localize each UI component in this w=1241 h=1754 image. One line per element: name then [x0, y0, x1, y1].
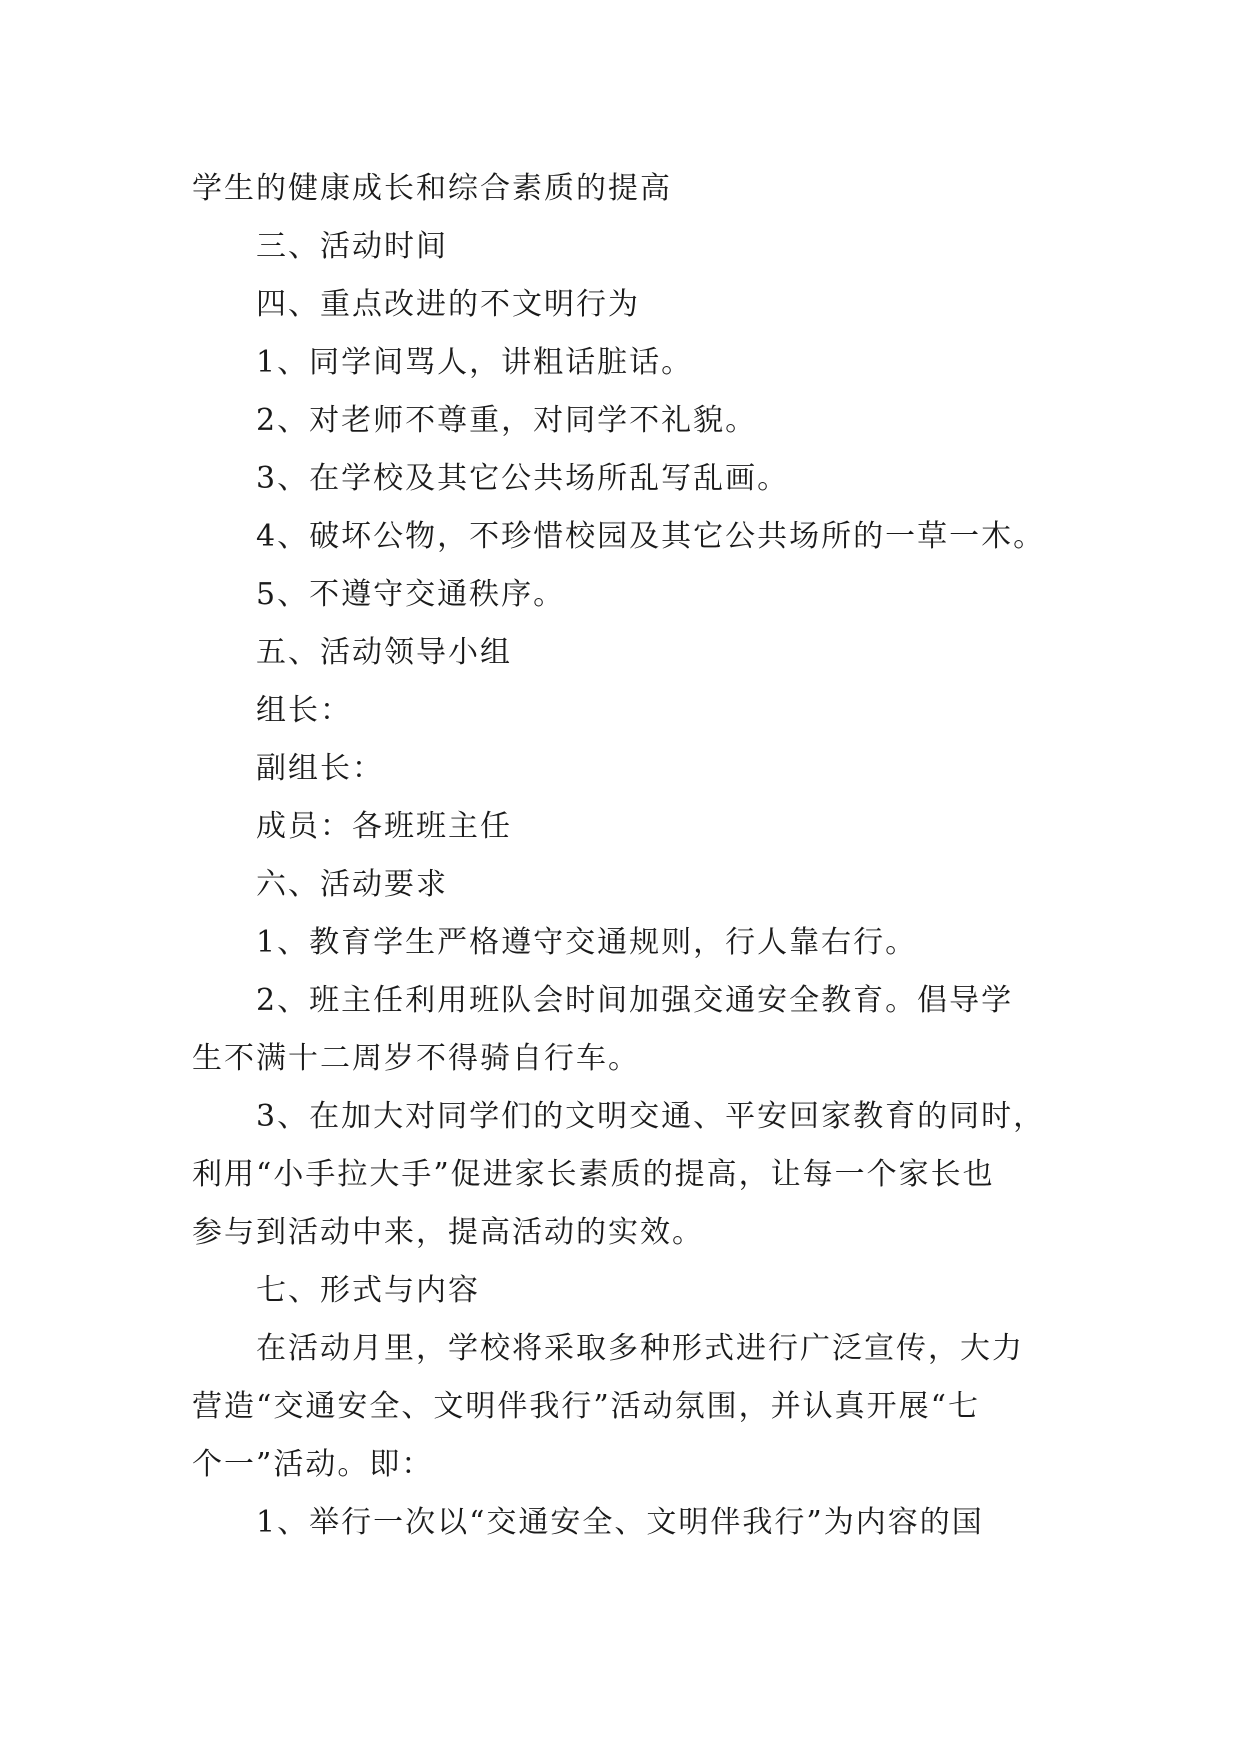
list-item: 2、对老师不尊重，对同学不礼貌。: [256, 403, 758, 438]
members-field: 成员：各班班主任: [256, 809, 512, 844]
paragraph-line: 利用“小手拉大手”促进家长素质的提高，让每一个家长也: [192, 1157, 995, 1192]
section-heading-leadership-group: 五、活动领导小组: [256, 635, 512, 670]
paragraph-line: 生不满十二周岁不得骑自行车。: [192, 1041, 640, 1076]
list-item: 1、教育学生严格遵守交通规则，行人靠右行。: [256, 925, 918, 960]
paragraph-line: 学生的健康成长和综合素质的提高: [192, 171, 672, 206]
leader-field: 组长：: [256, 693, 352, 728]
paragraph-line: 个一”活动。即：: [192, 1447, 434, 1482]
paragraph-line: 在活动月里，学校将采取多种形式进行广泛宣传，大力: [256, 1331, 1024, 1366]
list-item: 3、在学校及其它公共场所乱写乱画。: [256, 461, 790, 496]
paragraph-line: 参与到活动中来，提高活动的实效。: [192, 1215, 704, 1250]
list-item: 1、同学间骂人，讲粗话脏话。: [256, 345, 694, 380]
list-item: 1、举行一次以“交通安全、文明伴我行”为内容的国: [256, 1505, 984, 1540]
deputy-leader-field: 副组长：: [256, 751, 384, 786]
list-item: 2、班主任利用班队会时间加强交通安全教育。倡导学: [256, 983, 1014, 1018]
list-item: 3、在加大对同学们的文明交通、平安回家教育的同时，: [256, 1099, 1046, 1134]
section-heading-activity-time: 三、活动时间: [256, 229, 448, 264]
section-heading-key-behaviors: 四、重点改进的不文明行为: [256, 287, 640, 322]
section-heading-form-content: 七、形式与内容: [256, 1273, 480, 1308]
list-item: 4、破坏公物，不珍惜校园及其它公共场所的一草一木。: [256, 519, 1046, 554]
list-item: 5、不遵守交通秩序。: [256, 577, 566, 612]
paragraph-line: 营造“交通安全、文明伴我行”活动氛围，并认真开展“七: [192, 1389, 981, 1424]
document-body: [192, 160, 1072, 1552]
section-heading-requirements: 六、活动要求: [256, 867, 448, 902]
